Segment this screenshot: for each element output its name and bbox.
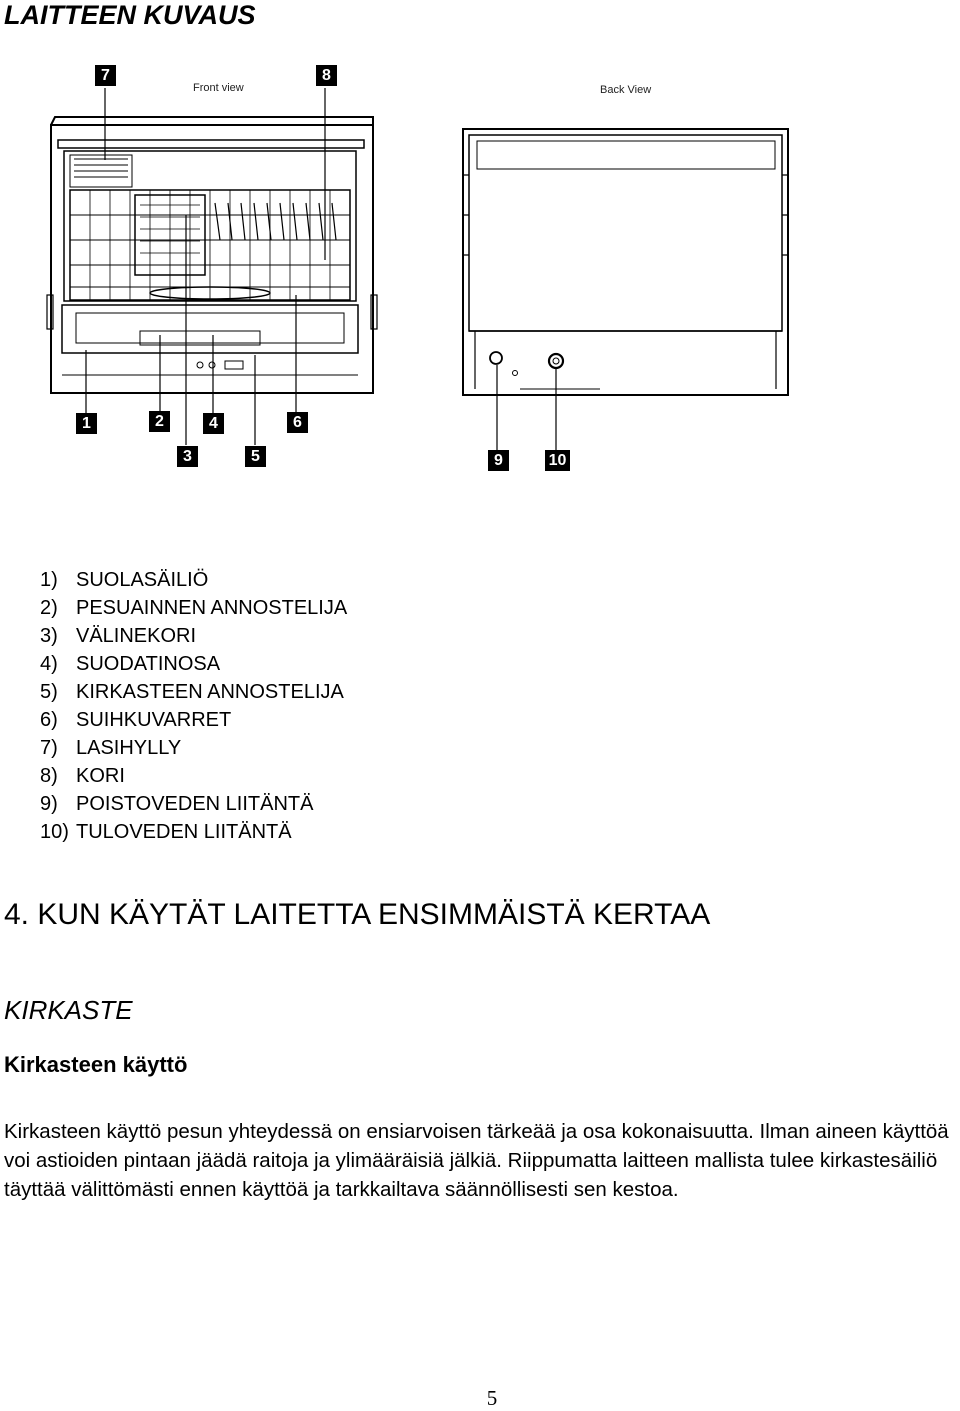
section-title: 4. KUN KÄYTÄT LAITETTA ENSIMMÄISTÄ KERTAA	[4, 898, 711, 931]
list-item-number: 9)	[40, 793, 58, 815]
list-item-number: 10)	[40, 821, 69, 843]
list-item	[40, 594, 347, 622]
list-item-label: SUODATINOSA	[76, 653, 221, 675]
list-item	[40, 678, 347, 706]
subheading-usage: Kirkasteen käyttö	[4, 1052, 188, 1077]
list-item-number: 3)	[40, 625, 58, 647]
callout-1: 1	[76, 413, 97, 434]
list-item	[40, 734, 347, 762]
list-item-label: KORI	[76, 765, 125, 787]
callout-7: 7	[95, 65, 116, 86]
list-item-number: 4)	[40, 653, 58, 675]
list-item-label: LASIHYLLY	[76, 737, 182, 759]
list-item-number: 6)	[40, 709, 58, 731]
parts-list	[40, 566, 347, 846]
list-item-label: POISTOVEDEN LIITÄNTÄ	[76, 793, 314, 815]
callout-6: 6	[287, 412, 308, 433]
callout-9: 9	[488, 450, 509, 471]
list-item-number: 2)	[40, 597, 58, 619]
list-item-label: SUIHKUVARRET	[76, 709, 232, 731]
back-view-label: Back View	[600, 84, 652, 96]
callout-4: 4	[203, 413, 224, 434]
list-item-number: 8)	[40, 765, 58, 787]
list-item-label: TULOVEDEN LIITÄNTÄ	[76, 821, 292, 843]
list-item	[40, 650, 347, 678]
list-item-label: PESUAINNEN ANNOSTELIJA	[76, 597, 348, 619]
dishwasher-line-drawing	[0, 55, 960, 485]
list-item	[40, 622, 347, 650]
list-item	[40, 566, 347, 594]
list-item	[40, 706, 347, 734]
callout-8: 8	[316, 65, 337, 86]
callout-5: 5	[245, 446, 266, 467]
list-item-number: 5)	[40, 681, 58, 703]
list-item-label: VÄLINEKORI	[76, 625, 197, 647]
list-item	[40, 790, 347, 818]
callout-10: 10	[545, 450, 570, 471]
list-item	[40, 818, 347, 846]
page-heading: LAITTEEN KUVAUS	[4, 0, 256, 30]
page-number: 5	[486, 1386, 498, 1410]
front-view-label: Front view	[193, 82, 244, 94]
list-item	[40, 762, 347, 790]
list-item-label: KIRKASTEEN ANNOSTELIJA	[76, 681, 344, 703]
callout-2: 2	[149, 411, 170, 432]
list-item-number: 7)	[40, 737, 58, 759]
body-paragraph: Kirkasteen käyttö pesun yhteydessä on ensiarvoisen tärkeää ja osa kokonaisuutta. Ilman aineen käyttöä voi astioiden pintaan jäädä raitoja ja ylimääräisiä jälkiä. Riippumatta laitteen mallista tulee kirkastesäiliö täyttää välittömästi ennen käyttöä ja tarkkailtava säännöllisesti sen kestoa.	[4, 1120, 949, 1201]
list-item-number: 1)	[40, 569, 58, 591]
dishwasher-diagram	[0, 55, 960, 485]
callout-3: 3	[177, 446, 198, 467]
subheading-kirkaste: KIRKASTE	[4, 995, 133, 1025]
list-item-label: SUOLASÄILIÖ	[76, 569, 209, 591]
